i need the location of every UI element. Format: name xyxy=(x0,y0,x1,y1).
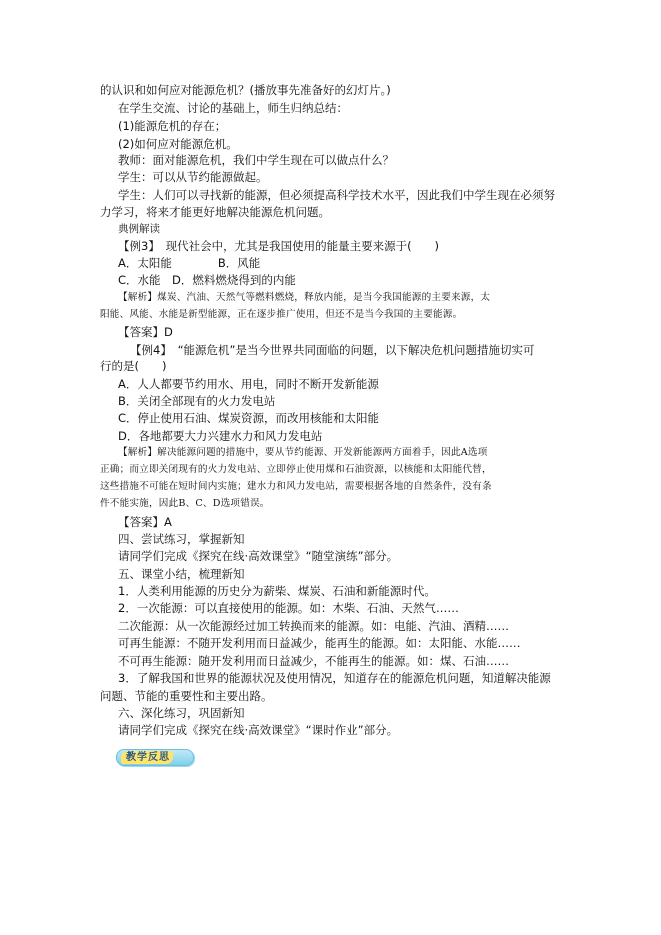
text-line: 行的是( ) xyxy=(100,359,167,373)
analysis-text: 正确；而立即关闭现有的火力发电站、立即停止使用煤和石油资源，以核能和太阳能代替， xyxy=(100,464,492,475)
answer-option: A．太阳能 B．风能 xyxy=(118,256,261,270)
example-question: 【例3】 现代社会中，尤其是我国使用的能量主要来源于( ) xyxy=(118,239,440,253)
text-line: 教师：面对能源危机，我们中学生现在可以做点什么？ xyxy=(118,153,394,167)
text-line: 的认识和如何应对能源危机？(播放事先准备好的幻灯片。) xyxy=(100,83,391,97)
answer-option: C．停止使用石油、煤炭资源，而改用核能和太阳能 xyxy=(118,411,380,425)
analysis-text: 阳能、风能、水能是新型能源，正在逐步推广使用，但还不是当今我国的主要能源。 xyxy=(100,309,463,320)
analysis-text: 件不能实施，因此B、C、D选项错误。 xyxy=(100,498,270,509)
text-line: 学生：人们可以寻找新的能源，但必须提高科学技术水平，因此我们中学生现在必须努 xyxy=(118,188,555,202)
example-question: 【例4】 “能源危机”是当今世界共同面临的问题，以下解决危机问题措施切实可 xyxy=(130,343,535,357)
analysis-text: 【解析】解决能源问题的措施中，要从节约能源、开发新能源两方面着手，因此A选项 xyxy=(118,447,488,458)
summary-item: 可再生能源：不随开发利用而日益减少，能再生的能源。如：太阳能、水能…… xyxy=(118,636,521,650)
text-line: 请同学们完成《探究在线·高效课堂》“随堂演练”部分。 xyxy=(118,549,399,563)
analysis-text: 这些措施不可能在短时间内实施；建水力和风力发电站，需要根据各地的自然条件，没有条 xyxy=(100,481,492,492)
text-line: 问题、节能的重要性和主要出路。 xyxy=(100,689,273,703)
teaching-reflection-badge xyxy=(116,749,194,766)
summary-item: 不可再生能源：随开发利用而日益减少，不能再生的能源。如：煤、石油…… xyxy=(118,654,509,668)
answer-key: 【答案】A xyxy=(118,515,172,529)
analysis-text: 【解析】煤炭、汽油、天然气等燃料燃烧，释放内能，是当今我国能源的主要来源，太 xyxy=(118,292,491,303)
summary-item: 3．了解我国和世界的能源状况及使用情况，知道存在的能源危机问题，知道解决能源 xyxy=(118,671,551,685)
text-line: 在学生交流、讨论的基础上，师生归纳总结： xyxy=(118,101,348,115)
summary-item: 1．人类利用能源的历史分为薪柴、煤炭、石油和新能源时代。 xyxy=(118,584,436,598)
answer-option: A．人人都要节约用水、用电，同时不断开发新能源 xyxy=(118,377,379,391)
summary-item: 二次能源：从一次能源经过加工转换而来的能源。如：电能、汽油、酒精…… xyxy=(118,619,509,633)
badge-label: 教学反思 xyxy=(126,752,170,763)
text-line: 学生：可以从节约能源做起。 xyxy=(118,170,268,184)
text-line: (2)如何应对能源危机。 xyxy=(118,137,238,151)
section-heading: 六、深化练习，巩固新知 xyxy=(118,706,245,720)
section-heading: 五、课堂小结，梳理新知 xyxy=(118,567,245,581)
summary-item: 2．一次能源：可以直接使用的能源。如：木柴、石油、天然气…… xyxy=(118,601,459,615)
answer-option: B．关闭全部现有的火力发电站 xyxy=(118,394,276,408)
section-heading: 典例解读 xyxy=(118,223,160,235)
text-line: (1)能源危机的存在； xyxy=(118,119,227,133)
answer-key: 【答案】D xyxy=(118,325,173,339)
text-line: 请同学们完成《探究在线·高效课堂》“课时作业”部分。 xyxy=(118,723,399,737)
answer-option: D．各地都要大力兴建水力和风力发电站 xyxy=(118,429,323,443)
answer-option: C．水能 D．燃料燃烧得到的内能 xyxy=(118,273,296,287)
text-line: 力学习，将来才能更好地解决能源危机问题。 xyxy=(100,205,330,219)
section-heading: 四、尝试练习，掌握新知 xyxy=(118,532,245,546)
